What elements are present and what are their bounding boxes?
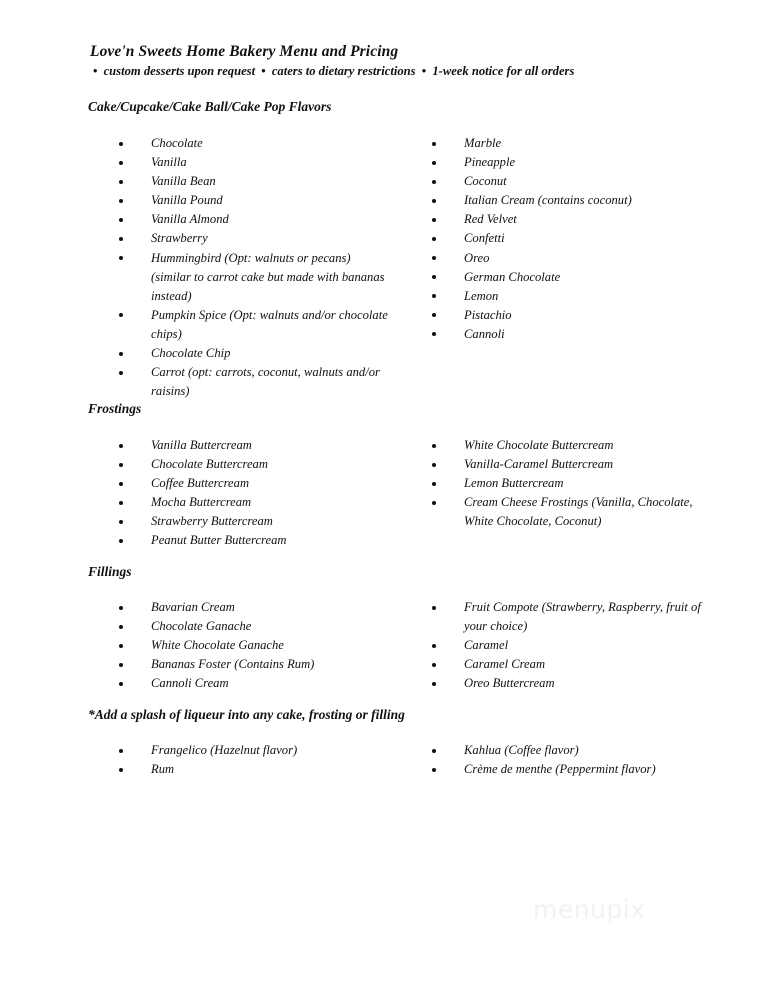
list-item: [432, 191, 702, 210]
list-item: [119, 229, 389, 248]
list-item: [119, 172, 389, 191]
list-item: [119, 655, 389, 674]
list-item-label: Chocolate Chip: [151, 346, 231, 361]
list-item: [119, 617, 389, 636]
list-item: [432, 210, 702, 229]
list-item-label: Frangelico (Hazelnut flavor): [151, 743, 298, 757]
list-item-label: German Chocolate: [464, 269, 561, 284]
list-item: [432, 655, 702, 674]
list-item: [119, 363, 389, 401]
list-item-label: Bavarian Cream: [151, 600, 235, 614]
subtitle-bullet-icon: •: [93, 64, 98, 78]
list-item-label: Cannoli Cream: [151, 676, 229, 691]
list-item-label: Carrot (opt: carrots, coconut, walnuts and/or raisins): [151, 365, 380, 399]
list-item: [432, 636, 702, 655]
list-item: [119, 344, 389, 363]
list-item-label: Mocha Buttercream: [151, 495, 252, 510]
list-item: [119, 191, 389, 210]
list-item: [432, 306, 702, 325]
list-item: [119, 493, 389, 512]
list-item-label: Crème de menthe (Peppermint flavor): [464, 762, 656, 777]
list-item: [119, 598, 389, 617]
list-item-label: Coffee Buttercream: [151, 476, 250, 491]
list-item-label: Caramel: [464, 638, 509, 653]
list-item: [432, 153, 702, 172]
list-item: [432, 474, 702, 493]
frostings-left-column: [119, 436, 389, 551]
cake-flavors-right-column: [432, 134, 702, 344]
list-item-label: Cream Cheese Frostings (Vanilla, Chocolate, White Chocolate, Coconut): [464, 495, 693, 529]
list-item-label: Pumpkin Spice (Opt: walnuts and/or chocolate chips): [151, 307, 388, 341]
list-item: [119, 306, 389, 344]
list-item-label: Pineapple: [464, 155, 516, 170]
list-item: [119, 249, 389, 306]
list-item: [432, 229, 702, 248]
list-item-label: Vanilla Buttercream: [151, 438, 252, 452]
list-item-label: Oreo: [464, 250, 490, 265]
list-item: [119, 512, 389, 531]
cake-flavors-left-column: [119, 134, 389, 401]
subtitle-part: custom desserts upon request: [103, 64, 256, 78]
liqueur-left-column: [119, 741, 389, 779]
list-item: [432, 598, 702, 636]
list-item: [432, 455, 702, 474]
section-heading-fillings: Fillings: [88, 564, 132, 579]
fillings-right-column: [432, 598, 702, 693]
list-item-label: Pistachio: [464, 307, 512, 322]
list-item: [432, 493, 702, 531]
list-item-label: Caramel Cream: [464, 657, 546, 672]
list-item-label: White Chocolate Buttercream: [464, 438, 614, 452]
list-item-label: White Chocolate Ganache: [151, 638, 284, 653]
list-item-label: Coconut: [464, 174, 507, 189]
list-item: [119, 153, 389, 172]
list-item-label: Oreo Buttercream: [464, 676, 555, 691]
watermark-menupix: menupix: [533, 895, 646, 924]
list-item: [119, 455, 389, 474]
list-item: [432, 674, 702, 693]
list-item: [432, 741, 702, 760]
list-item-label: Vanilla Pound: [151, 193, 223, 208]
page-subtitle: [90, 64, 574, 79]
list-item: [119, 760, 389, 779]
list-item-label: Italian Cream (contains coconut): [464, 193, 632, 208]
watermark-ghost: [533, 874, 538, 892]
frostings-right-column: [432, 436, 702, 531]
list-item: [432, 268, 702, 287]
list-item-label: Vanilla-Caramel Buttercream: [464, 457, 614, 472]
list-item: [119, 636, 389, 655]
list-item-label: Cannoli: [464, 326, 505, 341]
list-item-label: Chocolate Ganache: [151, 619, 252, 634]
list-item: [119, 531, 389, 550]
liqueur-right-column: [432, 741, 702, 779]
section-heading-frostings: Frostings: [88, 401, 142, 416]
list-item: [119, 474, 389, 493]
list-item: [119, 134, 389, 153]
list-item: [432, 134, 702, 153]
list-item-label: Vanilla: [151, 155, 187, 170]
list-item-label: Strawberry Buttercream: [151, 514, 273, 529]
list-item-label: Peanut Butter Buttercream: [151, 533, 287, 548]
list-item-label: Fruit Compote (Strawberry, Raspberry, fruit of your choice): [464, 600, 701, 634]
list-item: [432, 325, 702, 344]
subtitle-bullet-icon: •: [421, 64, 427, 78]
list-item-label: Confetti: [464, 231, 505, 246]
list-item-label: Lemon Buttercream: [464, 476, 564, 491]
list-item: [432, 760, 702, 779]
list-item: [432, 249, 702, 268]
list-item: [432, 172, 702, 191]
list-item: [119, 741, 389, 760]
fillings-left-column: [119, 598, 389, 693]
list-item-label: Chocolate: [151, 136, 203, 150]
list-item: [119, 436, 389, 455]
list-item-label: Vanilla Bean: [151, 174, 216, 189]
section-heading-cake-flavors: Cake/Cupcake/Cake Ball/Cake Pop Flavors: [88, 99, 332, 114]
list-item: [119, 674, 389, 693]
list-item-label: Lemon: [464, 288, 499, 303]
subtitle-part: caters to dietary restrictions: [271, 64, 416, 78]
section-heading-liqueur: *Add a splash of liqueur into any cake, frosting or filling: [88, 707, 405, 722]
list-item-label: Marble: [464, 136, 502, 150]
list-item: [119, 210, 389, 229]
subtitle-part: 1-week notice for all orders: [432, 64, 575, 78]
list-item-label: Chocolate Buttercream: [151, 457, 268, 472]
list-item-label: Rum: [151, 762, 175, 777]
list-item-label: Strawberry: [151, 231, 208, 246]
list-item-label: Kahlua (Coffee flavor): [464, 743, 579, 757]
list-item-label: Vanilla Almond: [151, 212, 229, 227]
list-item-label: Bananas Foster (Contains Rum): [151, 657, 315, 672]
list-item-label: Red Velvet: [464, 212, 517, 227]
page-title: Love'n Sweets Home Bakery Menu and Pricing: [90, 43, 399, 60]
list-item-label: Hummingbird (Opt: walnuts or pecans) (similar to carrot cake but made with bananas instead): [151, 250, 385, 303]
list-item: [432, 287, 702, 306]
subtitle-bullet-icon: •: [261, 64, 266, 78]
list-item: [432, 436, 702, 455]
